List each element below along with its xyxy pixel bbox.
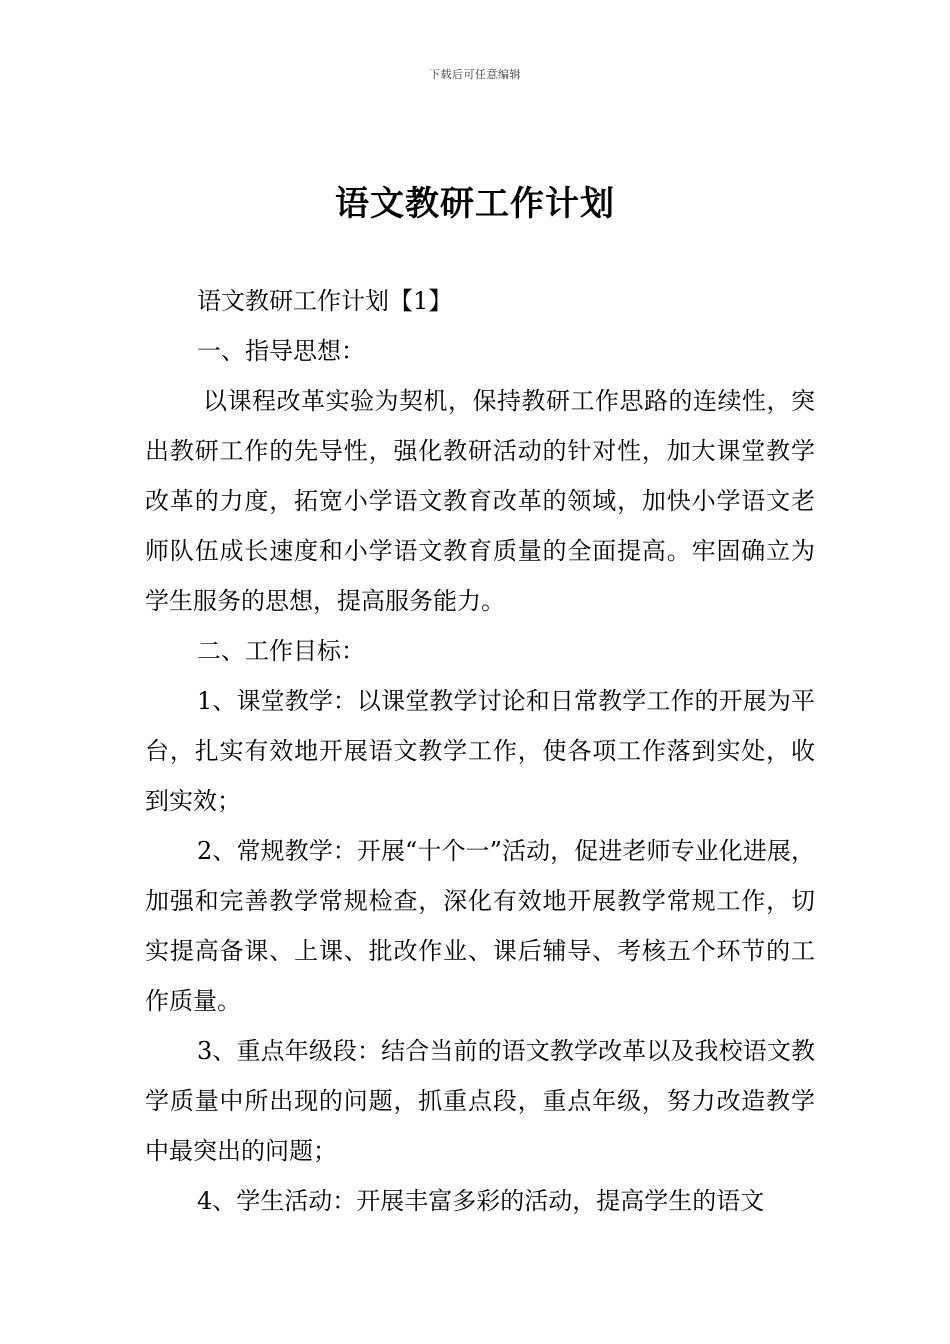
document-title: 语文教研工作计划 [335, 184, 615, 224]
heading-guiding-ideology: 一、指导思想： [197, 337, 365, 365]
heading-work-goals: 二、工作目标： [197, 637, 365, 665]
paragraph-guiding-ideology: 以课程改革实验为契机，保持教研工作思路的连续性，突出教研工作的先导性，强化教研活动的针对性，加大课堂教学改革的力度，拓宽小学语文教育改革的领域，加快小学语文老师队伍成长速度和小学语文教育质量的全面提高。牢固确立为学生服务的思想，提高服务能力。 [145, 387, 815, 615]
paragraph-subtitle: 语文教研工作计划【1】 [197, 287, 453, 315]
header-note: 下载后可任意编辑 [429, 68, 521, 81]
paragraph-goal-key-grades: 3、重点年级段：结合当前的语文教学改革以及我校语文教学质量中所出现的问题，抓重点段，重点年级，努力改造教学中最突出的问题； [145, 1037, 815, 1165]
paragraph-goal-student-activities: 4、学生活动：开展丰富多彩的活动，提高学生的语文 [197, 1187, 765, 1215]
paragraph-goal-classroom: 1、课堂教学：以课堂教学讨论和日常教学工作的开展为平台，扎实有效地开展语文教学工作，使各项工作落到实处，收到实效； [145, 687, 815, 815]
document-body [145, 276, 815, 1226]
paragraph-goal-routine: 2、常规教学：开展“十个一”活动，促进老师专业化进展，加强和完善教学常规检查，深化有效地开展教学常规工作，切实提高备课、上课、批改作业、课后辅导、考核五个环节的工作质量。 [145, 837, 815, 1015]
